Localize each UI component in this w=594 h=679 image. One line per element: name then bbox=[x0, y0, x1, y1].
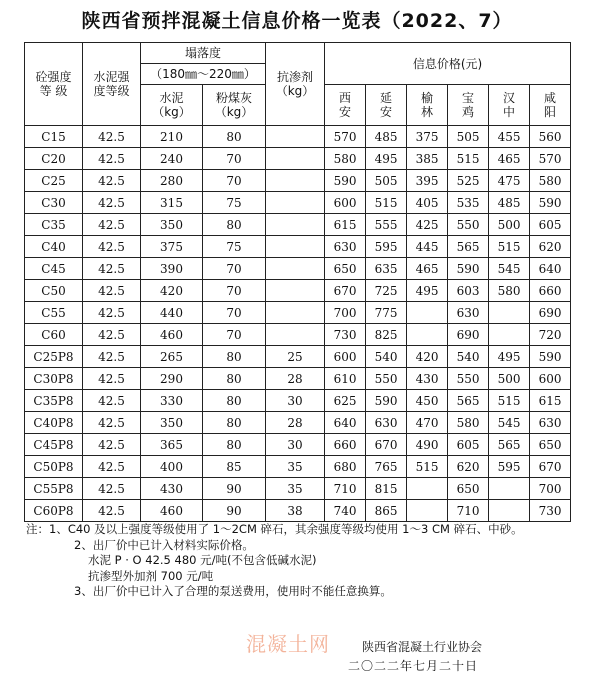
table-row bbox=[25, 346, 571, 368]
price-cell: 630 bbox=[448, 302, 489, 324]
antiseep-cell: 35 bbox=[266, 456, 325, 478]
price-cell: 865 bbox=[366, 500, 407, 522]
grade-cell: C60 bbox=[25, 324, 83, 346]
flyash-cell: 70 bbox=[203, 324, 266, 346]
price-cell: 475 bbox=[489, 170, 530, 192]
cement-cell: 350 bbox=[141, 214, 203, 236]
price-cell: 425 bbox=[407, 214, 448, 236]
price-cell: 615 bbox=[325, 214, 366, 236]
antiseep-cell bbox=[266, 302, 325, 324]
grade-cell: C45 bbox=[25, 258, 83, 280]
cement-cell: 290 bbox=[141, 368, 203, 390]
price-cell bbox=[407, 324, 448, 346]
antiseep-cell: 28 bbox=[266, 412, 325, 434]
notes bbox=[26, 522, 584, 600]
cement-cell: 430 bbox=[141, 478, 203, 500]
table-row bbox=[25, 500, 571, 522]
header-cement-grade-text: 水泥强 度等级 bbox=[93, 70, 130, 98]
flyash-cell: 70 bbox=[203, 258, 266, 280]
price-cell: 535 bbox=[448, 192, 489, 214]
price-cell bbox=[407, 478, 448, 500]
price-cell: 600 bbox=[325, 192, 366, 214]
price-cell: 670 bbox=[325, 280, 366, 302]
table-row bbox=[25, 368, 571, 390]
cement-grade-cell: 42.5 bbox=[83, 236, 141, 258]
cement-grade-cell: 42.5 bbox=[83, 258, 141, 280]
price-cell: 700 bbox=[530, 478, 571, 500]
header-city-baoji bbox=[448, 85, 489, 126]
cement-grade-cell: 42.5 bbox=[83, 170, 141, 192]
price-cell: 710 bbox=[325, 478, 366, 500]
price-cell bbox=[407, 500, 448, 522]
grade-cell: C30P8 bbox=[25, 368, 83, 390]
cement-grade-cell: 42.5 bbox=[83, 214, 141, 236]
cement-cell: 375 bbox=[141, 236, 203, 258]
price-cell: 670 bbox=[530, 456, 571, 478]
table-row bbox=[25, 170, 571, 192]
price-cell: 505 bbox=[448, 126, 489, 148]
price-cell: 465 bbox=[407, 258, 448, 280]
flyash-cell: 90 bbox=[203, 500, 266, 522]
price-cell: 630 bbox=[366, 412, 407, 434]
price-cell: 725 bbox=[366, 280, 407, 302]
grade-cell: C50 bbox=[25, 280, 83, 302]
price-cell: 660 bbox=[325, 434, 366, 456]
price-cell: 515 bbox=[366, 192, 407, 214]
price-cell: 500 bbox=[489, 214, 530, 236]
price-cell: 590 bbox=[448, 258, 489, 280]
header-flyash-text: 粉煤灰 （kg） bbox=[214, 91, 254, 119]
header-cement bbox=[141, 85, 203, 126]
table-row bbox=[25, 390, 571, 412]
grade-cell: C25 bbox=[25, 170, 83, 192]
grade-cell: C55 bbox=[25, 302, 83, 324]
antiseep-cell: 30 bbox=[266, 390, 325, 412]
table-row bbox=[25, 148, 571, 170]
cement-cell: 460 bbox=[141, 500, 203, 522]
price-cell: 740 bbox=[325, 500, 366, 522]
antiseep-cell bbox=[266, 192, 325, 214]
flyash-cell: 70 bbox=[203, 148, 266, 170]
antiseep-cell bbox=[266, 236, 325, 258]
price-cell: 570 bbox=[325, 126, 366, 148]
grade-cell: C35 bbox=[25, 214, 83, 236]
flyash-cell: 80 bbox=[203, 390, 266, 412]
price-cell: 525 bbox=[448, 170, 489, 192]
price-cell: 825 bbox=[366, 324, 407, 346]
price-cell: 465 bbox=[489, 148, 530, 170]
cement-grade-cell: 42.5 bbox=[83, 302, 141, 324]
note-1: 注：1、C40 及以上强度等级使用了 1～2CM 碎石，其余强度等级均使用 1～3 CM 碎石、中砂。 bbox=[26, 522, 523, 536]
cement-cell: 460 bbox=[141, 324, 203, 346]
antiseep-cell: 25 bbox=[266, 346, 325, 368]
price-cell: 550 bbox=[448, 214, 489, 236]
price-cell bbox=[407, 302, 448, 324]
cement-cell: 440 bbox=[141, 302, 203, 324]
header-slump: 塌落度 bbox=[141, 43, 266, 64]
price-cell: 515 bbox=[448, 148, 489, 170]
flyash-cell: 70 bbox=[203, 170, 266, 192]
header-city-xian bbox=[325, 85, 366, 126]
table-row bbox=[25, 192, 571, 214]
cement-cell: 280 bbox=[141, 170, 203, 192]
price-cell bbox=[489, 500, 530, 522]
price-cell: 635 bbox=[366, 258, 407, 280]
note-2-additive: 抗渗型外加剂 700 元/吨 bbox=[88, 568, 214, 583]
price-cell: 515 bbox=[489, 236, 530, 258]
cement-grade-cell: 42.5 bbox=[83, 390, 141, 412]
grade-cell: C40 bbox=[25, 236, 83, 258]
price-cell: 395 bbox=[407, 170, 448, 192]
price-cell: 600 bbox=[530, 368, 571, 390]
price-cell: 580 bbox=[448, 412, 489, 434]
price-cell: 595 bbox=[366, 236, 407, 258]
price-cell: 690 bbox=[448, 324, 489, 346]
price-cell: 605 bbox=[448, 434, 489, 456]
cement-grade-cell: 42.5 bbox=[83, 324, 141, 346]
grade-cell: C50P8 bbox=[25, 456, 83, 478]
cement-grade-cell: 42.5 bbox=[83, 500, 141, 522]
table-row bbox=[25, 280, 571, 302]
cement-cell: 265 bbox=[141, 346, 203, 368]
price-cell: 650 bbox=[448, 478, 489, 500]
price-cell: 455 bbox=[489, 126, 530, 148]
city-name: 西 安 bbox=[339, 91, 352, 119]
price-cell: 670 bbox=[366, 434, 407, 456]
cement-grade-cell: 42.5 bbox=[83, 434, 141, 456]
price-cell: 600 bbox=[325, 346, 366, 368]
price-cell: 385 bbox=[407, 148, 448, 170]
table-row bbox=[25, 214, 571, 236]
header-flyash bbox=[203, 85, 266, 126]
flyash-cell: 85 bbox=[203, 456, 266, 478]
price-cell: 545 bbox=[489, 258, 530, 280]
price-cell: 660 bbox=[530, 280, 571, 302]
table-row bbox=[25, 126, 571, 148]
flyash-cell: 70 bbox=[203, 302, 266, 324]
header-city-yanan bbox=[366, 85, 407, 126]
price-cell: 545 bbox=[489, 412, 530, 434]
price-cell: 775 bbox=[366, 302, 407, 324]
price-cell: 700 bbox=[325, 302, 366, 324]
price-cell: 690 bbox=[530, 302, 571, 324]
flyash-cell: 80 bbox=[203, 412, 266, 434]
price-cell: 620 bbox=[448, 456, 489, 478]
header-antiseep bbox=[266, 43, 325, 126]
price-cell: 500 bbox=[489, 368, 530, 390]
price-cell: 590 bbox=[325, 170, 366, 192]
price-cell: 540 bbox=[448, 346, 489, 368]
price-cell: 570 bbox=[530, 148, 571, 170]
price-cell bbox=[489, 478, 530, 500]
price-cell: 640 bbox=[325, 412, 366, 434]
price-cell: 375 bbox=[407, 126, 448, 148]
price-cell: 603 bbox=[448, 280, 489, 302]
price-cell: 550 bbox=[448, 368, 489, 390]
antiseep-cell bbox=[266, 148, 325, 170]
price-cell: 485 bbox=[366, 126, 407, 148]
grade-cell: C55P8 bbox=[25, 478, 83, 500]
price-cell: 550 bbox=[366, 368, 407, 390]
grade-cell: C40P8 bbox=[25, 412, 83, 434]
price-cell: 595 bbox=[489, 456, 530, 478]
price-cell: 580 bbox=[489, 280, 530, 302]
antiseep-cell: 28 bbox=[266, 368, 325, 390]
cement-cell: 390 bbox=[141, 258, 203, 280]
flyash-cell: 80 bbox=[203, 434, 266, 456]
cement-cell: 365 bbox=[141, 434, 203, 456]
grade-cell: C35P8 bbox=[25, 390, 83, 412]
cement-grade-cell: 42.5 bbox=[83, 456, 141, 478]
header-city-yulin bbox=[407, 85, 448, 126]
header-cement-text: 水泥 （kg） bbox=[152, 91, 191, 119]
header-grade bbox=[25, 43, 83, 126]
price-cell: 515 bbox=[489, 390, 530, 412]
price-cell: 650 bbox=[530, 434, 571, 456]
cement-cell: 330 bbox=[141, 390, 203, 412]
watermark: 混凝土网 bbox=[246, 632, 330, 656]
price-table-body bbox=[25, 126, 571, 522]
price-cell: 590 bbox=[530, 192, 571, 214]
flyash-cell: 80 bbox=[203, 346, 266, 368]
price-cell: 590 bbox=[530, 346, 571, 368]
price-cell: 565 bbox=[448, 236, 489, 258]
price-cell: 450 bbox=[407, 390, 448, 412]
cement-cell: 240 bbox=[141, 148, 203, 170]
cement-grade-cell: 42.5 bbox=[83, 148, 141, 170]
page-title: 陕西省预拌混凝土信息价格一览表（2022、7） bbox=[81, 10, 513, 32]
cement-grade-cell: 42.5 bbox=[83, 126, 141, 148]
price-cell: 470 bbox=[407, 412, 448, 434]
price-cell: 640 bbox=[530, 258, 571, 280]
flyash-cell: 90 bbox=[203, 478, 266, 500]
price-cell: 555 bbox=[366, 214, 407, 236]
table-row bbox=[25, 324, 571, 346]
city-name: 榆 林 bbox=[421, 91, 434, 119]
flyash-cell: 75 bbox=[203, 192, 266, 214]
grade-cell: C30 bbox=[25, 192, 83, 214]
antiseep-cell: 30 bbox=[266, 434, 325, 456]
antiseep-cell bbox=[266, 214, 325, 236]
price-cell bbox=[489, 324, 530, 346]
cement-grade-cell: 42.5 bbox=[83, 192, 141, 214]
price-cell: 680 bbox=[325, 456, 366, 478]
price-cell: 590 bbox=[366, 390, 407, 412]
antiseep-cell bbox=[266, 170, 325, 192]
note-3: 3、出厂价中已计入了合理的泵送费用，使用时不能任意换算。 bbox=[74, 584, 392, 598]
note-2: 2、出厂价中已计入材料实际价格。 bbox=[74, 537, 254, 552]
city-name: 咸 阳 bbox=[544, 91, 557, 119]
price-cell: 630 bbox=[530, 412, 571, 434]
price-cell: 495 bbox=[407, 280, 448, 302]
cement-grade-cell: 42.5 bbox=[83, 280, 141, 302]
header-city-hanzhong bbox=[489, 85, 530, 126]
table-row bbox=[25, 434, 571, 456]
note-2-cement: 水泥 P · O 42.5 480 元/吨(不包含低碱水泥) bbox=[88, 553, 317, 567]
header-price-info: 信息价格(元) bbox=[325, 43, 571, 85]
price-cell: 560 bbox=[530, 126, 571, 148]
cement-grade-cell: 42.5 bbox=[83, 368, 141, 390]
price-cell: 580 bbox=[530, 170, 571, 192]
price-cell: 565 bbox=[489, 434, 530, 456]
price-cell: 505 bbox=[366, 170, 407, 192]
header-slump-range: （180㎜～220㎜） bbox=[141, 64, 266, 85]
price-cell: 610 bbox=[325, 368, 366, 390]
price-cell: 625 bbox=[325, 390, 366, 412]
price-cell: 620 bbox=[530, 236, 571, 258]
antiseep-cell bbox=[266, 258, 325, 280]
header-city-xianyang bbox=[530, 85, 571, 126]
price-cell: 515 bbox=[407, 456, 448, 478]
cement-cell: 400 bbox=[141, 456, 203, 478]
price-cell: 720 bbox=[530, 324, 571, 346]
price-cell: 730 bbox=[530, 500, 571, 522]
price-cell: 495 bbox=[366, 148, 407, 170]
price-cell: 630 bbox=[325, 236, 366, 258]
price-cell: 405 bbox=[407, 192, 448, 214]
grade-cell: C15 bbox=[25, 126, 83, 148]
antiseep-cell: 35 bbox=[266, 478, 325, 500]
table-row bbox=[25, 258, 571, 280]
price-cell: 730 bbox=[325, 324, 366, 346]
table-row bbox=[25, 302, 571, 324]
price-cell: 430 bbox=[407, 368, 448, 390]
price-cell: 605 bbox=[530, 214, 571, 236]
cement-cell: 210 bbox=[141, 126, 203, 148]
antiseep-cell bbox=[266, 324, 325, 346]
flyash-cell: 75 bbox=[203, 236, 266, 258]
price-cell: 490 bbox=[407, 434, 448, 456]
header-antiseep-text: 抗渗剂 （kg） bbox=[275, 70, 315, 98]
table-row bbox=[25, 412, 571, 434]
price-cell: 580 bbox=[325, 148, 366, 170]
flyash-cell: 80 bbox=[203, 214, 266, 236]
price-table bbox=[24, 42, 571, 522]
cement-grade-cell: 42.5 bbox=[83, 412, 141, 434]
price-cell: 420 bbox=[407, 346, 448, 368]
antiseep-cell bbox=[266, 126, 325, 148]
price-cell: 815 bbox=[366, 478, 407, 500]
antiseep-cell bbox=[266, 280, 325, 302]
price-cell: 565 bbox=[448, 390, 489, 412]
grade-cell: C60P8 bbox=[25, 500, 83, 522]
flyash-cell: 70 bbox=[203, 280, 266, 302]
city-name: 延 安 bbox=[380, 91, 393, 119]
city-name: 汉 中 bbox=[503, 91, 516, 119]
price-cell bbox=[489, 302, 530, 324]
price-cell: 765 bbox=[366, 456, 407, 478]
flyash-cell: 80 bbox=[203, 368, 266, 390]
city-name: 宝 鸡 bbox=[462, 91, 475, 119]
price-cell: 485 bbox=[489, 192, 530, 214]
antiseep-cell: 38 bbox=[266, 500, 325, 522]
issue-date: 二〇二二年七月二十日 bbox=[348, 659, 479, 673]
cement-cell: 350 bbox=[141, 412, 203, 434]
cement-grade-cell: 42.5 bbox=[83, 478, 141, 500]
table-row bbox=[25, 236, 571, 258]
cement-grade-cell: 42.5 bbox=[83, 346, 141, 368]
grade-cell: C45P8 bbox=[25, 434, 83, 456]
price-cell: 710 bbox=[448, 500, 489, 522]
grade-cell: C20 bbox=[25, 148, 83, 170]
grade-cell: C25P8 bbox=[25, 346, 83, 368]
cement-cell: 315 bbox=[141, 192, 203, 214]
cement-cell: 420 bbox=[141, 280, 203, 302]
price-cell: 650 bbox=[325, 258, 366, 280]
table-row bbox=[25, 478, 571, 500]
price-cell: 445 bbox=[407, 236, 448, 258]
issuing-organization: 陕西省混凝土行业协会 bbox=[362, 640, 483, 654]
table-row bbox=[25, 456, 571, 478]
header-grade-text: 砼强度 等 级 bbox=[35, 70, 72, 98]
price-cell: 615 bbox=[530, 390, 571, 412]
flyash-cell: 80 bbox=[203, 126, 266, 148]
header-cement-grade bbox=[83, 43, 141, 126]
price-cell: 540 bbox=[366, 346, 407, 368]
price-cell: 495 bbox=[489, 346, 530, 368]
